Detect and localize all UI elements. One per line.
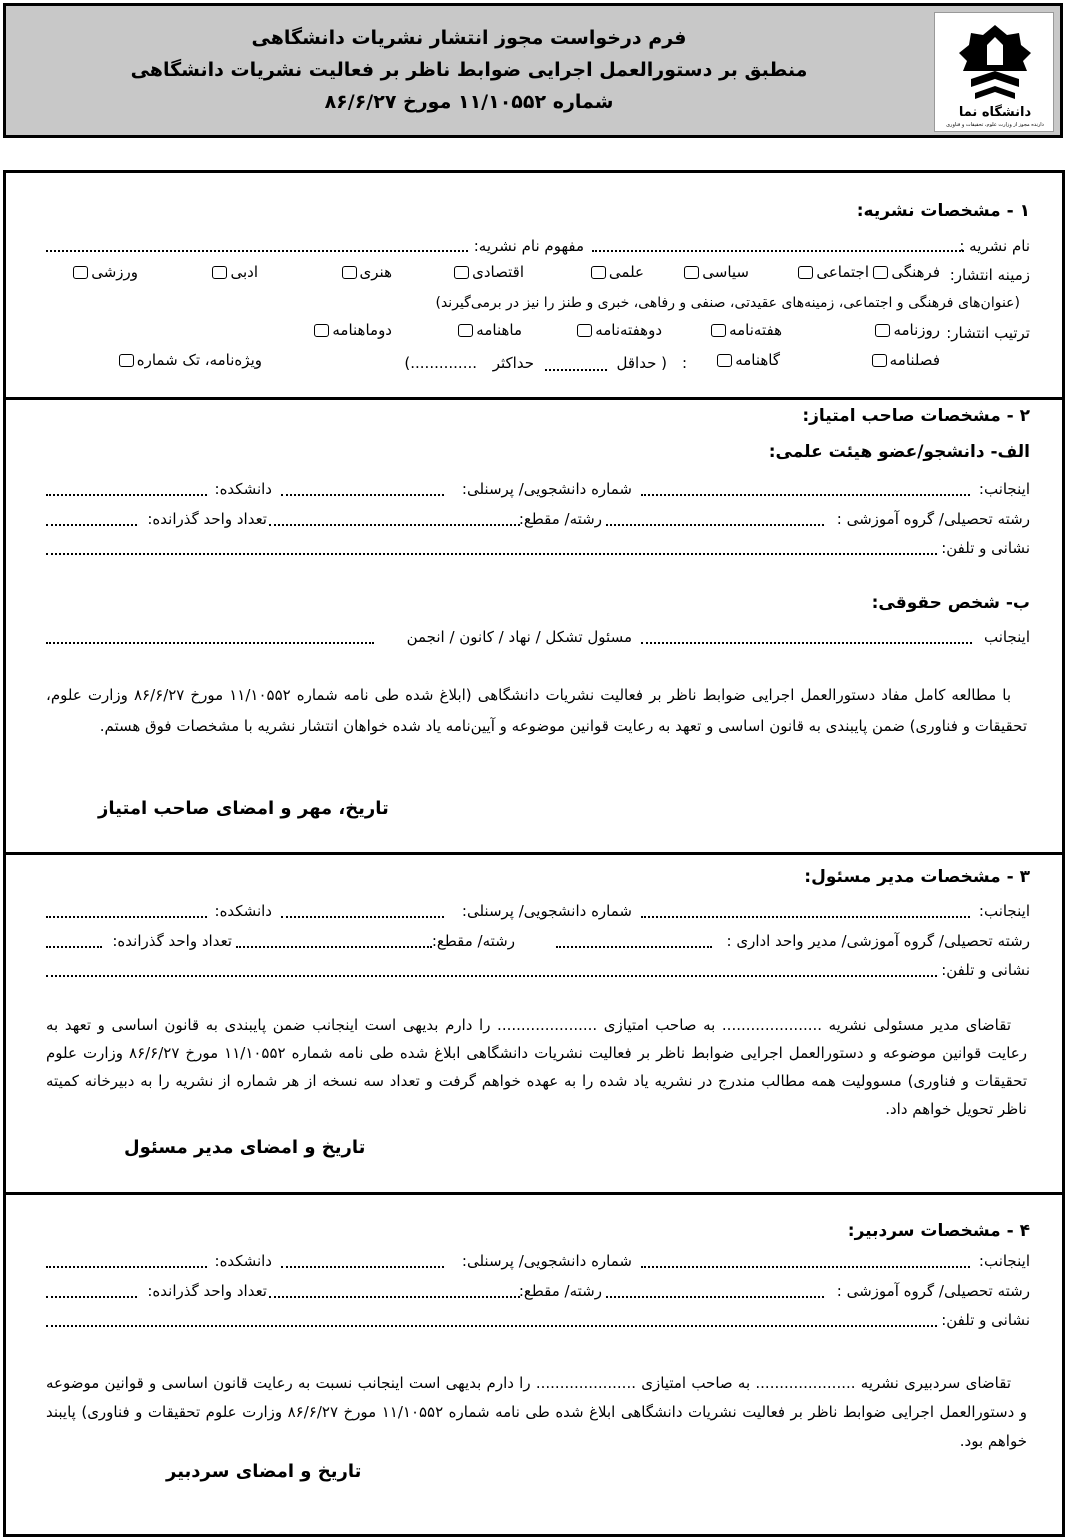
address-field[interactable] — [46, 975, 937, 977]
units-field[interactable] — [46, 946, 102, 948]
major-level-field[interactable] — [236, 946, 432, 948]
field-option[interactable]: هنری — [342, 263, 392, 281]
section-publication: ۱ - مشخصات نشریه: نام نشریه : مفهوم نام نشریه: زمینه انتشار: فرهنگی اجتماعی سیاسی علمی اقتصادی هنری ادبی ورزشی (عنوان‌های فرهنگی و اجتماعی، زمینه‌های عقیدتی، صنفی و رفاهی، خبری و طنز را نیز در برمی‌گیرند) ترتیب انتشار: روزنامه هفته‌نامه دوهفته‌نامه ماهنامه دوماهنامه فصلنامه گاهنامه : ( حداقل حداکثر ..............) ویژه‌نامه، تک شماره — [6, 173, 1062, 400]
address-label: نشانی و تلفن: — [941, 1311, 1030, 1329]
commitment-paragraph: تقاضای مدیر مسئولی نشریه ..................... به صاحب امتیازی ..................... را دارم بدیهی است اینجانب ضمن پایبندی به قانون اساسی و تعهد به رعایت قوانین موضوعه و دستورالعمل اجرایی ضوابط ناظر بر فعالیت نشریات دانشگاهی ابلاغ شده طی نامه شماره ۱۱/۱۰۵۵۲ مورخ ۸۶/۶/۲۷ وزارت علوم تحقیقات و فناوری) مسوولیت همه مطالب مندرج در نشریه یاد شده را به عهده خواهم گرفت و تعداد سه نسخه از هر شماره از نشریه را به دبیرخانه کمیته ناظر تحویل خواهم داد. — [46, 1016, 1027, 1118]
field-note: (عنوان‌های فرهنگی و اجتماعی، زمینه‌های عقیدتی، صنفی و رفاهی، خبری و طنز را نیز در برمی‌گیرند) — [435, 295, 1020, 311]
address-field[interactable] — [46, 1325, 937, 1327]
frequency-option[interactable]: دوهفته‌نامه — [577, 321, 662, 339]
undersigned-label: اینجانب: — [978, 480, 1030, 498]
major-level-label: رشته/ مقطع: — [518, 510, 602, 528]
maximum-label: حداکثر — [492, 354, 534, 372]
field-option[interactable]: سیاسی — [684, 263, 749, 281]
checkbox[interactable] — [458, 324, 473, 337]
units-field[interactable] — [46, 524, 137, 526]
undersigned-label: اینجانب: — [978, 902, 1030, 920]
units-label: تعداد واحد گذرانده: — [147, 1282, 267, 1300]
units-field[interactable] — [46, 1296, 137, 1298]
form-body — [3, 170, 1065, 1537]
checkbox[interactable] — [577, 324, 592, 337]
student-number-label: شماره دانشجویی/ پرسنلی: — [461, 902, 632, 920]
checkbox[interactable] — [119, 354, 134, 367]
field-option[interactable]: اقتصادی — [454, 263, 524, 281]
logo-text: دانشگاه نما — [958, 105, 1032, 120]
major-level-field[interactable] — [269, 1296, 520, 1298]
frequency-option[interactable]: هفته‌نامه — [711, 321, 782, 339]
checkbox[interactable] — [314, 324, 329, 337]
undersigned-field[interactable] — [641, 642, 972, 644]
field-option[interactable]: ادبی — [212, 263, 258, 281]
major-group-field[interactable] — [556, 946, 712, 948]
field-label: زمینه انتشار: — [949, 266, 1030, 284]
frequency-option[interactable]: فصلنامه — [872, 351, 940, 369]
frequency-label: ترتیب انتشار: — [946, 324, 1030, 342]
checkbox[interactable] — [591, 266, 606, 279]
undersigned-field[interactable] — [641, 1266, 970, 1268]
frequency-option[interactable]: روزنامه — [875, 321, 940, 339]
checkbox[interactable] — [684, 266, 699, 279]
undersigned-field[interactable] — [641, 494, 970, 496]
publication-name-label: نام نشریه : — [959, 237, 1030, 255]
student-number-field[interactable] — [281, 494, 444, 496]
header-reference: شماره ۱۱/۱۰۵۵۲ مورخ ۸۶/۶/۲۷ — [324, 91, 614, 113]
logo-subtext: دارنده مجوز از وزارت علوم، تحقیقات و فناوری — [946, 122, 1044, 128]
header-titles — [6, 22, 932, 118]
section-title: ۱ - مشخصات نشریه: — [856, 201, 1030, 221]
section-title: ۲ - مشخصات صاحب امتیاز: — [802, 406, 1030, 426]
faculty-field[interactable] — [46, 1266, 207, 1268]
section-managing-director — [6, 855, 1062, 1195]
checkbox[interactable] — [717, 354, 732, 367]
maximum-field[interactable]: ..............) — [404, 354, 477, 372]
student-number-field[interactable] — [281, 916, 444, 918]
faculty-label: دانشکده: — [214, 1252, 272, 1270]
major-level-label: رشته/ مقطع: — [518, 1282, 602, 1300]
major-group-field[interactable] — [606, 1296, 824, 1298]
checkbox[interactable] — [875, 324, 890, 337]
publication-concept-field[interactable] — [46, 250, 468, 252]
header-subtitle: منطبق بر دستورالعمل اجرایی ضوابط ناظر بر فعالیت نشریات دانشگاهی — [130, 59, 808, 81]
commitment-paragraph: تقاضای سردبیری نشریه ..................... به صاحب امتیازی ..................... را دارم بدیهی است اینجانب نسبت به رعایت قانون اساسی و قوانین موضوعه و دستورالعمل اجرایی ضوابط ناظر بر فعالیت نشریات دانشگاهی ابلاغ شده طی نامه شماره ۱۱/۱۰۵۵۲ مورخ ۸۶/۶/۲۷ وزارت علوم تحقیقات و فناوری) پایبند خواهم بود. — [46, 1374, 1028, 1450]
faculty-field[interactable] — [46, 494, 207, 496]
undersigned-field[interactable] — [641, 916, 970, 918]
frequency-option[interactable]: ماهنامه — [458, 321, 522, 339]
faculty-label: دانشکده: — [214, 902, 272, 920]
form-header — [3, 3, 1063, 138]
student-number-label: شماره دانشجویی/ پرسنلی: — [461, 1252, 632, 1270]
frequency-option[interactable]: گاهنامه — [717, 351, 780, 369]
major-level-field[interactable] — [269, 524, 520, 526]
responsible-label: مسئول تشکل / نهاد / کانون / انجمن — [406, 628, 632, 646]
organization-field[interactable] — [46, 642, 374, 644]
university-logo — [934, 12, 1054, 132]
special-issue-option[interactable]: ویژه‌نامه، تک شماره — [119, 351, 262, 369]
major-group-label: رشته تحصیلی/ گروه آموزشی : — [836, 1282, 1030, 1300]
field-option[interactable]: فرهنگی — [873, 263, 940, 281]
field-option[interactable]: اجتماعی — [798, 263, 869, 281]
logo-emblem-icon — [937, 13, 1053, 129]
header-title: فرم درخواست مجوز انتشار نشریات دانشگاهی — [251, 27, 687, 49]
signature-label: تاریخ و امضای مدیر مسئول — [124, 1137, 366, 1158]
subsection-title: ب- شخص حقوقی: — [871, 593, 1030, 613]
checkbox[interactable] — [873, 266, 888, 279]
minimum-field[interactable] — [545, 369, 607, 371]
field-option[interactable]: ورزشی — [73, 263, 138, 281]
publication-concept-label: مفهوم نام نشریه: — [473, 237, 584, 255]
commitment-paragraph: با مطالعه کامل مفاد دستورالعمل اجرایی ضوابط ناظر بر فعالیت نشریات دانشگاهی (ابلاغ شده طی نامه شماره ۱۱/۱۰۵۵۲ مورخ ۸۶/۶/۲۷ وزارت علوم، تحقیقات و فناوری) ضمن پایبندی به قانون اساسی و تعهد به رعایت قوانین موضوعه و آیین‌نامه یاد شده خواهان انتشار نشریه با مشخصات فوق هستم. — [46, 686, 1027, 735]
checkbox[interactable] — [798, 266, 813, 279]
minimum-label: ( حداقل — [616, 354, 667, 372]
checkbox[interactable] — [342, 266, 357, 279]
units-label: تعداد واحد گذرانده: — [147, 510, 267, 528]
undersigned-label: اینجانب — [983, 628, 1030, 646]
major-group-field[interactable] — [606, 524, 824, 526]
address-label: نشانی و تلفن: — [941, 961, 1030, 979]
frequency-option[interactable]: دوماهنامه — [314, 321, 392, 339]
checkbox[interactable] — [212, 266, 227, 279]
checkbox[interactable] — [872, 354, 887, 367]
subsection-title: الف- دانشجو/عضو هیئت علمی: — [768, 442, 1030, 462]
checkbox[interactable] — [711, 324, 726, 337]
section-editor-in-chief — [6, 1195, 1062, 1535]
publication-name-field[interactable] — [592, 250, 964, 252]
major-level-label: رشته/ مقطع: — [431, 932, 515, 950]
student-number-label: شماره دانشجویی/ پرسنلی: — [461, 480, 632, 498]
signature-label: تاریخ، مهر و امضای صاحب امتیاز — [98, 798, 389, 819]
signature-label: تاریخ و امضای سردبیر — [166, 1461, 362, 1482]
units-label: تعداد واحد گذرانده: — [112, 932, 232, 950]
checkbox[interactable] — [454, 266, 469, 279]
checkbox[interactable] — [73, 266, 88, 279]
address-field[interactable] — [46, 553, 937, 555]
major-group-label: رشته تحصیلی/ گروه آموزشی : — [836, 510, 1030, 528]
major-group-label: رشته تحصیلی/ گروه آموزشی/ مدیر واحد اداری : — [726, 932, 1030, 950]
faculty-field[interactable] — [46, 916, 207, 918]
field-option[interactable]: علمی — [591, 263, 644, 281]
faculty-label: دانشکده: — [214, 480, 272, 498]
address-label: نشانی و تلفن: — [941, 539, 1030, 557]
section-license-holder — [6, 400, 1062, 855]
undersigned-label: اینجانب: — [978, 1252, 1030, 1270]
student-number-field[interactable] — [281, 1266, 444, 1268]
section-title: ۴ - مشخصات سردبیر: — [847, 1221, 1030, 1241]
section-title: ۳ - مشخصات مدیر مسئول: — [804, 867, 1030, 887]
